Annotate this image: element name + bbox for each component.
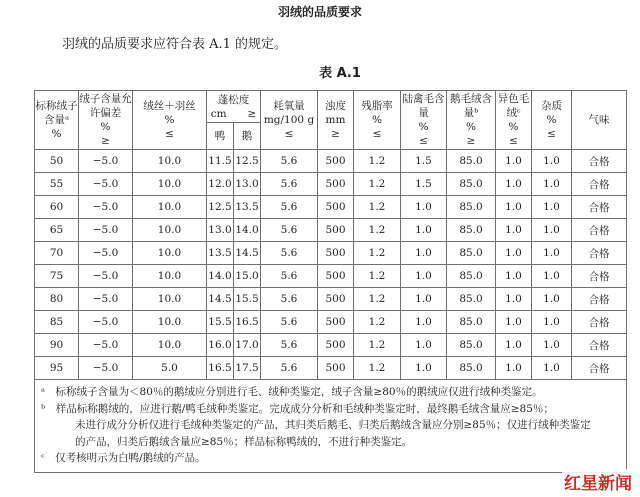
table-cell: 1.0 [401,288,447,311]
table-cell: 12.0 [207,173,234,196]
table-cell: 500 [318,219,354,242]
table-cell: 65 [35,219,79,242]
table-cell: 1.0 [532,219,572,242]
table-cell: 5.6 [261,219,318,242]
table-cell: 14.5 [234,242,261,265]
table-cell: 1.0 [532,357,572,380]
table-row [35,150,627,173]
table-cell: 85.0 [447,357,496,380]
table-cell: 12.5 [207,196,234,219]
table-cell: 70 [35,242,79,265]
table-cell: 1.0 [401,219,447,242]
note-b-line1: ᵇ 样品标称鹅绒的，应进行鹅/鸭毛绒种类鉴定。完成成分分析和毛绒种类鉴定时，最终鹅毛绒含量应≥85％； [41,402,554,415]
table-cell: 1.2 [354,334,401,357]
table-cell: 10.0 [133,150,207,173]
table-cell: 1.0 [496,288,532,311]
table-cell: 85.0 [447,173,496,196]
table-cell: 1.2 [354,219,401,242]
table-cell: 95 [35,357,79,380]
section-title: 羽绒的品质要求 [277,5,362,19]
table-cell: 85.0 [447,311,496,334]
table-cell: 55 [35,173,79,196]
table-cell: 1.0 [496,334,532,357]
table-cell: 85 [35,311,79,334]
header-off-color-down: 异色毛绒ᶜ % ≤ [496,91,532,150]
table-cell: 1.0 [496,242,532,265]
table-cell: 1.5 [401,150,447,173]
header-fill-power-duck: 鸭 [207,123,234,150]
table-row [35,173,627,196]
table-cell: 1.2 [354,288,401,311]
table-cell: 1.2 [354,311,401,334]
table-cell: 500 [318,150,354,173]
table-cell: 11.5 [207,150,234,173]
table-cell: 15.5 [207,311,234,334]
table-cell: 1.0 [532,196,572,219]
table-cell: 合格 [572,288,627,311]
table-cell: 1.2 [354,242,401,265]
table-cell: 90 [35,334,79,357]
table-cell: 1.0 [532,242,572,265]
table-cell: 15.0 [234,265,261,288]
table-cell: 1.0 [496,196,532,219]
table-cell: 15.5 [234,288,261,311]
table-cell: 13.0 [207,219,234,242]
table-cell: 1.0 [401,196,447,219]
table-cell: 50 [35,150,79,173]
table-cell: 5.6 [261,311,318,334]
table-cell: −5.0 [79,334,133,357]
table-row [35,265,627,288]
notes-row [35,380,627,473]
table-cell: 1.0 [532,311,572,334]
note-a: ᵃ 标称绒子含量为＜80％的鹅绒应分别进行毛、绒种类鉴定，绒子含量≥80％的鹅绒应仅进行绒种类鉴定。 [41,386,543,398]
note-b-line3: 的产品，归类后鹅绒含量应≥85％；样品标称鸭绒的，不进行种类鉴定。 [75,435,413,448]
table-cell: 合格 [572,357,627,380]
table-cell: 1.2 [354,265,401,288]
note-c: ᶜ 仅考核明示为白鸭/鹅绒的产品。 [41,452,206,464]
table-cell: 500 [318,196,354,219]
table-cell: 85.0 [447,242,496,265]
table-label: 表 A.1 [319,66,361,81]
header-impurity: 杂质 % ≤ [532,91,572,150]
table-cell: 14.0 [207,265,234,288]
header-residual-fat: 残脂率 % ≤ [354,91,401,150]
table-cell: 10.0 [133,265,207,288]
table-cell: 1.0 [532,150,572,173]
table-cell: −5.0 [79,357,133,380]
header-fill-power-goose: 鹅 [234,123,261,150]
quality-requirements-table [34,90,627,473]
table-cell: 500 [318,265,354,288]
table-cell: 1.5 [401,173,447,196]
table-cell: 10.0 [133,196,207,219]
table-cell: 60 [35,196,79,219]
table-cell: 1.0 [496,173,532,196]
table-cell: 14.5 [207,288,234,311]
table-cell: 1.0 [401,357,447,380]
table-cell: 1.0 [496,357,532,380]
table-cell: 1.2 [354,357,401,380]
table-cell: 5.6 [261,150,318,173]
table-cell: 13.5 [207,242,234,265]
table-cell: 85.0 [447,196,496,219]
table-cell: 500 [318,242,354,265]
intro-text: 羽绒的品质要求应符合表 A.1 的规定。 [62,37,288,52]
table-cell: 500 [318,173,354,196]
table-cell: 14.0 [234,219,261,242]
header-down-fiber: 绒丝＋羽丝 % ≤ [133,91,207,150]
table-cell: 85.0 [447,150,496,173]
table-cell: 1.2 [354,150,401,173]
table-cell: 10.0 [133,311,207,334]
table-cell: 1.0 [496,311,532,334]
table-cell: 合格 [572,311,627,334]
table-cell: −5.0 [79,173,133,196]
table-cell: 5.6 [261,357,318,380]
table-row [35,288,627,311]
table-cell: 75 [35,265,79,288]
table-cell: 1.2 [354,196,401,219]
table-cell: 16.0 [207,334,234,357]
table-cell: 合格 [572,196,627,219]
table-row [35,357,627,380]
table-cell: 合格 [572,265,627,288]
table-cell: 合格 [572,242,627,265]
table-cell: −5.0 [79,288,133,311]
table-row [35,242,627,265]
header-turbidity: 浊度 mm ≥ [318,91,354,150]
table-notes [35,380,627,473]
table-cell: 合格 [572,150,627,173]
table-cell: 10.0 [133,242,207,265]
table-cell: 1.2 [354,173,401,196]
header-oxygen-number: 耗氧量 mg/100 g ≤ [261,91,318,150]
table-row [35,196,627,219]
table-cell: 10.0 [133,288,207,311]
table-cell: 1.0 [401,334,447,357]
watermark-logo: 红星新闻 [562,469,634,494]
table-cell: −5.0 [79,219,133,242]
table-cell: 1.0 [401,242,447,265]
table-cell: 16.5 [234,311,261,334]
header-odor: 气味 [572,91,627,150]
table-cell: 85.0 [447,219,496,242]
table-cell: 10.0 [133,219,207,242]
table-cell: 5.6 [261,265,318,288]
table-cell: 85.0 [447,265,496,288]
table-cell: 80 [35,288,79,311]
table-body [35,150,627,473]
table-cell: 合格 [572,219,627,242]
table-cell: 1.0 [401,311,447,334]
table-cell: 1.0 [532,265,572,288]
table-cell: 1.0 [532,288,572,311]
header-landfowl-feather: 陆禽毛含量 % ≤ [401,91,447,150]
table-cell: 500 [318,334,354,357]
table-cell: 85.0 [447,334,496,357]
header-goose-down-content: 鹅毛绒含量ᵇ % ≥ [447,91,496,150]
table-row [35,219,627,242]
table-cell: 5.6 [261,288,318,311]
table-cell: 5.6 [261,334,318,357]
table-cell: 合格 [572,334,627,357]
table-row [35,311,627,334]
table-cell: 5.6 [261,196,318,219]
table-cell: 10.0 [133,334,207,357]
table-cell: −5.0 [79,242,133,265]
table-cell: 1.0 [496,150,532,173]
note-b-line2: 未进行成分分析仅进行毛绒种类鉴定的产品，其归类后鹅毛、归类后鹅绒含量应分别≥85％；仅进行绒种类鉴定 [75,419,591,431]
header-nominal-down-content: 标称绒子含量ᵃ % [35,91,79,150]
header-fill-power: 蓬松度 cm ≥ [207,91,261,123]
table-cell: 5.6 [261,173,318,196]
table-cell: 13.5 [234,196,261,219]
table-cell: 1.0 [532,334,572,357]
table-row [35,334,627,357]
table-cell: 500 [318,288,354,311]
table-cell: 合格 [572,173,627,196]
table-cell: 16.5 [207,357,234,380]
table-cell: 500 [318,357,354,380]
table-cell: −5.0 [79,196,133,219]
table-cell: 5.6 [261,242,318,265]
table-cell: 500 [318,311,354,334]
table-cell: 17.0 [234,334,261,357]
table-cell: 10.0 [133,173,207,196]
table-cell: −5.0 [79,265,133,288]
table-cell: 13.0 [234,173,261,196]
table-cell: 5.0 [133,357,207,380]
table-cell: 1.0 [401,265,447,288]
table-cell: 17.5 [234,357,261,380]
table-cell: 1.0 [496,219,532,242]
table-cell: 1.0 [532,173,572,196]
table-cell: −5.0 [79,150,133,173]
table-cell: 85.0 [447,288,496,311]
table-cell: −5.0 [79,311,133,334]
table-cell: 12.5 [234,150,261,173]
table-cell: 1.0 [496,265,532,288]
header-down-content-tolerance: 绒子含量允许偏差 % ≥ [79,91,133,150]
